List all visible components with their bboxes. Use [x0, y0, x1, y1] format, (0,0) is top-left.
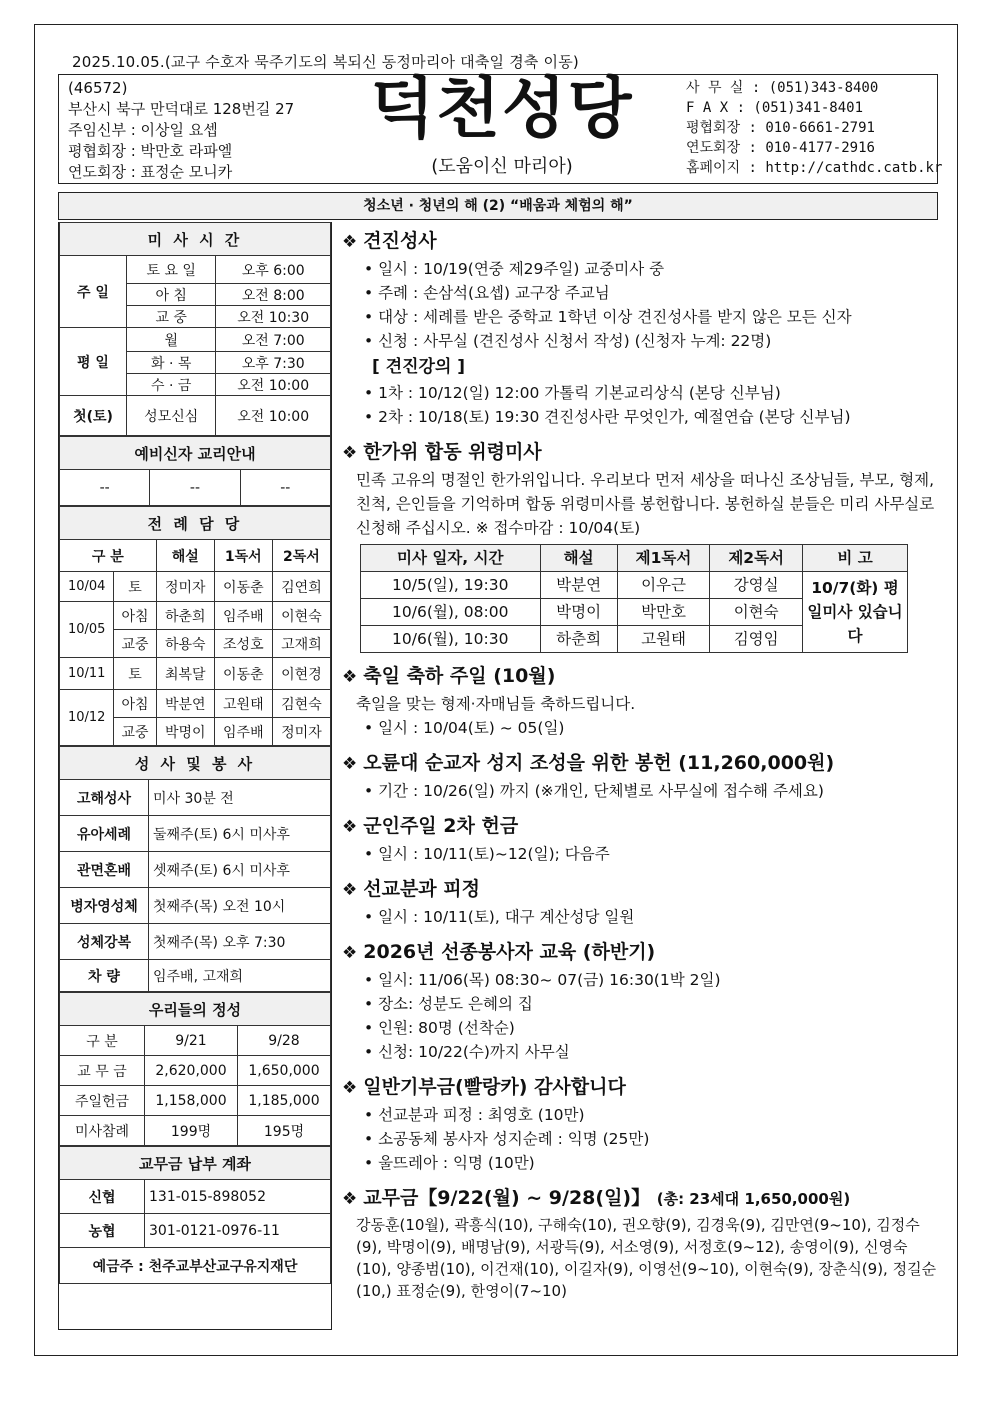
table-row — [60, 1214, 331, 1248]
diamond-bullet-icon: ❖ — [342, 943, 358, 963]
section-martyr-shrine — [342, 748, 938, 779]
pastor: 주임신부 : 이상일 요셉 — [68, 121, 218, 139]
mass-time-title: 미 사 시 간 — [60, 223, 331, 256]
council-president: 평협회장 : 박만호 라파엘 — [68, 142, 233, 160]
table-row — [60, 852, 331, 888]
table-row — [60, 816, 331, 852]
table-row — [60, 780, 331, 816]
list-item: • 선교분과 피정 : 최영호 (10만) — [342, 1103, 938, 1127]
memorial-cell: 하춘희 — [540, 626, 617, 653]
memorial-cell: 박명이 — [540, 599, 617, 626]
left-column — [58, 222, 332, 1330]
memorial-cell: 이우근 — [617, 572, 710, 599]
section-title: 일반기부금(빨랑카) 감사합니다 — [363, 1076, 626, 1098]
list-item: • 주례 : 손삼석(요셉) 교구장 주교님 — [342, 281, 938, 305]
sacrament-name: 병자영성체 — [60, 888, 149, 924]
postal-code: (46572) — [68, 79, 128, 97]
list-item: • 대상 : 세례를 받은 중학교 1학년 이상 견진성사를 받지 않은 모든 신자 — [342, 305, 938, 329]
catechumen-cell: -- — [240, 470, 330, 506]
offering-head: 9/28 — [238, 1026, 331, 1056]
confirmation-lecture-title: [ 견진강의 ] — [372, 357, 466, 377]
liturgy-slot: 아침 — [114, 690, 156, 718]
list-item: • 인원: 80명 (선착순) — [342, 1016, 938, 1040]
liturgy-head: 구 분 — [60, 540, 157, 572]
table-row — [60, 960, 331, 992]
section-donations — [342, 1072, 938, 1103]
liturgy-table — [59, 506, 331, 746]
liturgy-slot: 교중 — [114, 630, 156, 658]
sacrament-title: 성 사 및 봉 사 — [60, 747, 331, 780]
sacrament-info: 셋째주(토) 6시 미사후 — [149, 852, 331, 888]
mass-day: 아 침 — [127, 284, 216, 306]
offering-head: 9/21 — [145, 1026, 238, 1056]
diamond-bullet-icon: ❖ — [342, 232, 358, 252]
memorial-cell: 강영실 — [710, 572, 803, 599]
yeondo-president: 연도회장 : 표정순 모니카 — [68, 163, 233, 181]
diamond-bullet-icon: ❖ — [342, 1189, 358, 1209]
offering-label: 미사참례 — [60, 1116, 145, 1146]
memorial-cell: 박분연 — [540, 572, 617, 599]
sacrament-name: 성체강복 — [60, 924, 149, 960]
memorial-text: 민족 고유의 명절인 한가위입니다. 우리보다 먼저 세상을 떠나신 조상님들, 부모, 형제, 친척, 은인들을 기억하며 합동 위령미사를 봉헌합니다. 봉헌하실 분들은 미리 사무실로 신청해 주십시오. ※ 접수마감 : 10/04(토) — [356, 471, 935, 537]
sacrament-info: 임주배, 고재희 — [149, 960, 331, 992]
diamond-bullet-icon: ❖ — [342, 1078, 358, 1098]
parish-subtitle: (도움이신 마리아) — [431, 156, 573, 177]
dues-names: 강동훈(10월), 곽흥식(10), 구해숙(10), 권오향(9), 김경욱(9), 김만연(9~10), 김정수(9), 박명이(9), 배명남(9), 서광득(9), 서소영(9), 서정호(9~12), 송영이(9), 신영숙(10), 양종범(10), 이건재(10), 이길자(9), 이영선(9~10), 이현숙(9), 장춘식(9), 정길순(10,) 표정순(9), 한영이(7~10) — [356, 1216, 937, 1300]
memorial-head: 제2독서 — [710, 545, 803, 572]
liturgy-cell: 박분연 — [156, 690, 214, 718]
liturgy-cell: 고재희 — [272, 630, 330, 658]
account-number: 301-0121-0976-11 — [145, 1214, 331, 1248]
diamond-bullet-icon: ❖ — [342, 754, 358, 774]
table-row — [60, 690, 331, 718]
bank-name: 신협 — [60, 1180, 145, 1214]
liturgy-cell: 이현경 — [272, 658, 330, 690]
sacrament-info: 첫째주(목) 오전 10시 — [149, 888, 331, 924]
table-row — [361, 572, 908, 599]
section-title: 군인주일 2차 헌금 — [363, 815, 519, 837]
liturgy-cell: 이동춘 — [214, 658, 272, 690]
mass-time: 오전 8:00 — [216, 284, 331, 306]
memorial-date: 10/5(일), 19:30 — [361, 572, 541, 599]
list-item: • 일시: 11/06(목) 08:30~ 07(금) 16:30(1박 2일) — [342, 968, 938, 992]
list-item: • 일시 : 10/04(토) ~ 05(일) — [342, 716, 938, 740]
dues-total: (총: 23세대 1,650,000원) — [656, 1190, 851, 1208]
sunday-label: 주 일 — [60, 256, 127, 328]
mass-time: 오후 6:00 — [216, 256, 331, 284]
mass-day: 화 · 목 — [127, 352, 216, 374]
section-title: 교무금【9/22(월) ~ 9/28(일)】 — [363, 1187, 651, 1209]
offering-value: 195명 — [238, 1116, 331, 1146]
liturgy-head: 해설 — [156, 540, 214, 572]
mass-time: 오전 10:30 — [216, 306, 331, 328]
section-title: 2026년 선종봉사자 교육 (하반기) — [363, 941, 656, 963]
liturgy-slot: 교중 — [114, 718, 156, 746]
memorial-cell: 김영임 — [710, 626, 803, 653]
memorial-cell: 이현숙 — [710, 599, 803, 626]
section-military-sunday — [342, 811, 938, 842]
table-row — [60, 602, 331, 630]
sacrament-info: 첫째주(목) 오후 7:30 — [149, 924, 331, 960]
diamond-bullet-icon: ❖ — [342, 443, 358, 463]
liturgy-slot: 토 — [114, 658, 156, 690]
mass-day: 수 · 금 — [127, 374, 216, 396]
mass-time: 오후 7:30 — [216, 352, 331, 374]
contact-block — [686, 78, 942, 178]
memorial-date: 10/6(월), 10:30 — [361, 626, 541, 653]
section-mission-retreat — [342, 874, 938, 905]
liturgy-cell: 하춘희 — [156, 602, 214, 630]
list-item: • 일시 : 10/11(토)~12(일); 다음주 — [342, 842, 938, 866]
liturgy-title: 전 례 담 당 — [60, 507, 331, 540]
sacrament-info: 미사 30분 전 — [149, 780, 331, 816]
mass-time-table — [59, 222, 331, 436]
liturgy-cell: 하용숙 — [156, 630, 214, 658]
sacrament-table — [59, 746, 331, 992]
right-column — [342, 226, 938, 1302]
section-title: 선교분과 피정 — [363, 878, 480, 900]
catechumen-table — [59, 436, 331, 506]
section-volunteer-training — [342, 937, 938, 968]
mass-time: 오전 10:00 — [216, 374, 331, 396]
sacrament-name: 유아세례 — [60, 816, 149, 852]
list-item: • 소공동체 봉사자 성지순례 : 익명 (25만) — [342, 1127, 938, 1151]
list-item: • 1차 : 10/12(일) 12:00 가톨릭 기본교리상식 (본당 신부님) — [342, 381, 938, 405]
liturgy-cell: 김연희 — [272, 572, 330, 602]
table-row — [60, 1116, 331, 1146]
liturgy-date: 10/04 — [60, 572, 114, 602]
diamond-bullet-icon: ❖ — [342, 880, 358, 900]
dateline: 2025.10.05.(교구 수호자 묵주기도의 복되신 동정마리아 대축일 경축 이동) — [72, 53, 579, 71]
table-row — [60, 1056, 331, 1086]
catechumen-title: 예비신자 교리안내 — [60, 437, 331, 470]
offering-value: 2,620,000 — [145, 1056, 238, 1086]
weekday-label: 평 일 — [60, 328, 127, 396]
section-church-dues — [342, 1183, 938, 1214]
table-row — [60, 658, 331, 690]
memorial-mass-table — [360, 544, 908, 653]
parish-title: 덕천성당 — [370, 70, 634, 147]
offering-title: 우리들의 정성 — [60, 993, 331, 1026]
list-item: • 신청: 10/22(수)까지 사무실 — [342, 1040, 938, 1064]
account-table — [59, 1146, 331, 1284]
list-item: • 울뜨레아 : 익명 (10만) — [342, 1151, 938, 1175]
liturgy-cell: 임주배 — [214, 602, 272, 630]
liturgy-date: 10/11 — [60, 658, 114, 690]
liturgy-cell: 김현숙 — [272, 690, 330, 718]
mass-day: 토 요 일 — [127, 256, 216, 284]
list-item: • 일시 : 10/19(연중 제29주일) 교중미사 중 — [342, 257, 938, 281]
table-row — [60, 572, 331, 602]
table-row — [60, 888, 331, 924]
list-item: • 신청 : 사무실 (견진성사 신청서 작성) (신청자 누계: 22명) — [342, 329, 938, 353]
table-row — [60, 1180, 331, 1214]
year-theme-banner: 청소년 · 청년의 해 (2) “배움과 체험의 해” — [58, 192, 938, 220]
bank-name: 농협 — [60, 1214, 145, 1248]
account-title: 교무금 납부 계좌 — [60, 1147, 331, 1180]
liturgy-head: 2독서 — [272, 540, 330, 572]
offering-head: 구 분 — [60, 1026, 145, 1056]
section-title: 한가위 합동 위령미사 — [363, 441, 542, 463]
mass-time: 오전 7:00 — [216, 328, 331, 352]
memorial-note: 10/7(화) 평일미사 있습니다 — [803, 572, 908, 653]
liturgy-slot: 아침 — [114, 602, 156, 630]
sacrament-info: 둘째주(토) 6시 미사후 — [149, 816, 331, 852]
liturgy-cell: 박명이 — [156, 718, 214, 746]
catechumen-cell: -- — [150, 470, 240, 506]
offering-label: 교 무 금 — [60, 1056, 145, 1086]
yeondo-phone: 연도회장 : 010-4177-2916 — [686, 140, 875, 156]
mass-day: 월 — [127, 328, 216, 352]
list-item: • 2차 : 10/18(토) 19:30 견진성사란 무엇인가, 예절연습 (본당 신부님) — [342, 405, 938, 429]
list-item: • 장소: 성분도 은혜의 집 — [342, 992, 938, 1016]
offering-value: 1,650,000 — [238, 1056, 331, 1086]
mass-time: 오전 10:00 — [216, 396, 331, 436]
sacrament-name: 차 량 — [60, 960, 149, 992]
mass-day: 교 중 — [127, 306, 216, 328]
office-phone: 사 무 실 : (051)343-8400 — [686, 80, 879, 96]
section-feast-day — [342, 661, 938, 692]
sacrament-name: 고해성사 — [60, 780, 149, 816]
depositor: 예금주 : 천주교부산교구유지재단 — [60, 1248, 331, 1284]
memorial-head: 해설 — [540, 545, 617, 572]
section-confirmation — [342, 226, 938, 257]
catechumen-cell: -- — [60, 470, 150, 506]
street-address: 부산시 북구 만덕대로 128번길 27 — [68, 100, 295, 118]
homepage-link[interactable]: 홈페이지 : http://cathdc.catb.kr — [686, 160, 943, 176]
offering-table — [59, 992, 331, 1146]
list-item: • 일시 : 10/11(토), 대구 계산성당 일원 — [342, 905, 938, 929]
liturgy-cell: 임주배 — [214, 718, 272, 746]
diamond-bullet-icon: ❖ — [342, 667, 358, 687]
liturgy-date: 10/05 — [60, 602, 114, 658]
diamond-bullet-icon: ❖ — [342, 817, 358, 837]
liturgy-cell: 최복달 — [156, 658, 214, 690]
memorial-cell: 고원태 — [617, 626, 710, 653]
offering-label: 주일헌금 — [60, 1086, 145, 1116]
liturgy-cell: 정미자 — [272, 718, 330, 746]
first-saturday-label: 첫(토) — [60, 396, 127, 436]
account-number: 131-015-898052 — [145, 1180, 331, 1214]
sacrament-name: 관면혼배 — [60, 852, 149, 888]
liturgy-slot: 토 — [114, 572, 156, 602]
liturgy-cell: 고원태 — [214, 690, 272, 718]
memorial-cell: 박만호 — [617, 599, 710, 626]
list-item: • 기간 : 10/26(일) 까지 (※개인, 단체별로 사무실에 접수해 주세요) — [342, 779, 938, 803]
section-title: 축일 축하 주일 (10월) — [363, 665, 556, 687]
liturgy-cell: 이현숙 — [272, 602, 330, 630]
feast-text: 축일을 맞는 형제·자매님들 축하드립니다. — [356, 695, 636, 713]
offering-value: 1,185,000 — [238, 1086, 331, 1116]
address-block — [68, 78, 294, 183]
section-title: 견진성사 — [363, 230, 437, 252]
fax: F A X : (051)341-8401 — [686, 100, 864, 116]
offering-value: 1,158,000 — [145, 1086, 238, 1116]
memorial-date: 10/6(월), 08:00 — [361, 599, 541, 626]
section-memorial-mass — [342, 437, 938, 468]
council-phone: 평협회장 : 010-6661-2791 — [686, 120, 875, 136]
liturgy-date: 10/12 — [60, 690, 114, 746]
liturgy-cell: 조성호 — [214, 630, 272, 658]
offering-value: 199명 — [145, 1116, 238, 1146]
liturgy-cell: 정미자 — [156, 572, 214, 602]
liturgy-cell: 이동춘 — [214, 572, 272, 602]
memorial-head: 비 고 — [803, 545, 908, 572]
section-title: 오륜대 순교자 성지 조성을 위한 봉헌 (11,260,000원) — [363, 752, 835, 774]
table-row — [60, 924, 331, 960]
mass-day: 성모신심 — [127, 396, 216, 436]
memorial-head: 제1독서 — [617, 545, 710, 572]
table-row — [60, 1086, 331, 1116]
liturgy-head: 1독서 — [214, 540, 272, 572]
memorial-head: 미사 일자, 시간 — [361, 545, 541, 572]
